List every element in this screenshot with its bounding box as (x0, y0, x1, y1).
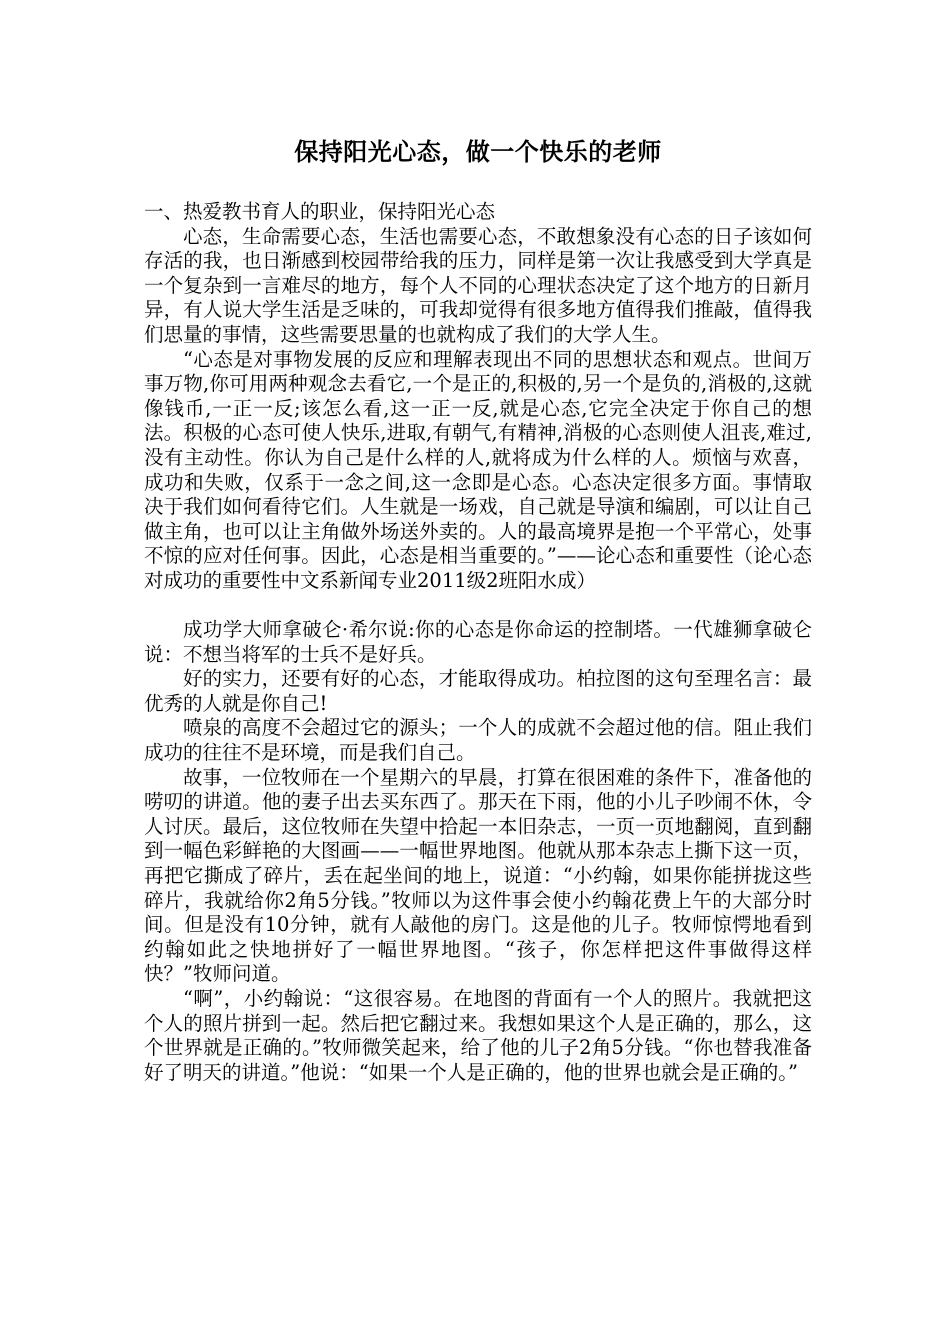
paragraph: 喷泉的高度不会超过它的源头；一个人的成就不会超过他的信。阻止我们成功的往往不是环境，而是我们自己。 (144, 716, 812, 765)
paragraph: 心态，生命需要心态，生活也需要心态，不敢想象没有心态的日子该如何存活的我，也日渐感到校园带给我的压力，同样是第一次让我感受到大学真是一个复杂到一言难尽的地方，每个人不同的心理状态决定了这个地方的日新月异，有人说大学生活是乏味的，可我却觉得有很多地方值得我们推敲，值得我们思量的事情，这些需要思量的也就构成了我们的大学人生。 (144, 224, 812, 346)
document-page (144, 132, 812, 1085)
paragraph: 好的实力，还要有好的心态，才能取得成功。柏拉图的这句至理名言：最优秀的人就是你自己! (144, 667, 812, 715)
story-paragraph: “啊”，小约翰说：“这很容易。在地图的背面有一个人的照片。我就把这个人的照片拼到一起。然后把它翻过来。我想如果这个人是正确的，那么，这个世界就是正确的。”牧师微笑起来，给了他的儿子2角5分钱。“你也替我准备好了明天的讲道。”他说：“如果一个人是正确的，他的世界也就会是正确的。” (144, 987, 812, 1084)
page-title: 保持阳光心态，做一个快乐的老师 (294, 138, 662, 166)
paragraph: 成功学大师拿破仑·希尔说:你的心态是你命运的控制塔。一代雄狮拿破仑说：不想当将军的士兵不是好兵。 (144, 618, 812, 666)
story-paragraph: 故事，一位牧师在一个星期六的早晨，打算在很困难的条件下，准备他的唠叨的讲道。他的妻子出去买东西了。那天在下雨，他的小儿子吵闹不休，令人讨厌。最后，这位牧师在失望中拾起一本旧杂志，一页一页地翻阅，直到翻到一幅色彩鲜艳的大图画——一幅世界地图。他就从那本杂志上撕下这一页，再把它撕成了碎片，丢在起坐间的地上，说道：“小约翰，如果你能拼拢这些碎片，我就给你2角5分钱。”牧师以为这件事会使小约翰花费上午的大部分时间。但是没有10分钟，就有人敲他的房门。这是他的儿子。牧师惊愕地看到约翰如此之快地拼好了一幅世界地图。“孩子，你怎样把这件事做得这样快？”牧师问道。 (144, 765, 812, 986)
blank-line (144, 594, 812, 619)
quote-paragraph: “心态是对事物发展的反应和理解表现出不同的思想状态和观点。世间万事万物,你可用两种观念去看它,一个是正的,积极的,另一个是负的,消极的,这就像钱币,一正一反;该怎么看,这一正一反,就是心态,它完全决定于你自己的想法。积极的心态可使人快乐,进取,有朝气,有精神,消极的心态则使人沮丧,难过,没有主动性。你认为自己是什么样的人,就将成为什么样的人。烦恼与欢喜，成功和失败，仅系于一念之间,这一念即是心态。心态决定很多方面。事情取决于我们如何看待它们。人生就是一场戏，自己就是导演和编剧，可以让自己做主角，也可以让主角做外场送外卖的。人的最高境界是抱一个平常心，处事不惊的应对任何事。因此，心态是相当重要的。”——论心态和重要性（论心态对成功的重要性中文系新闻专业2011级2班阳水成） (144, 347, 812, 592)
section-heading: 一、热爱教书育人的职业，保持阳光心态 (144, 200, 496, 223)
